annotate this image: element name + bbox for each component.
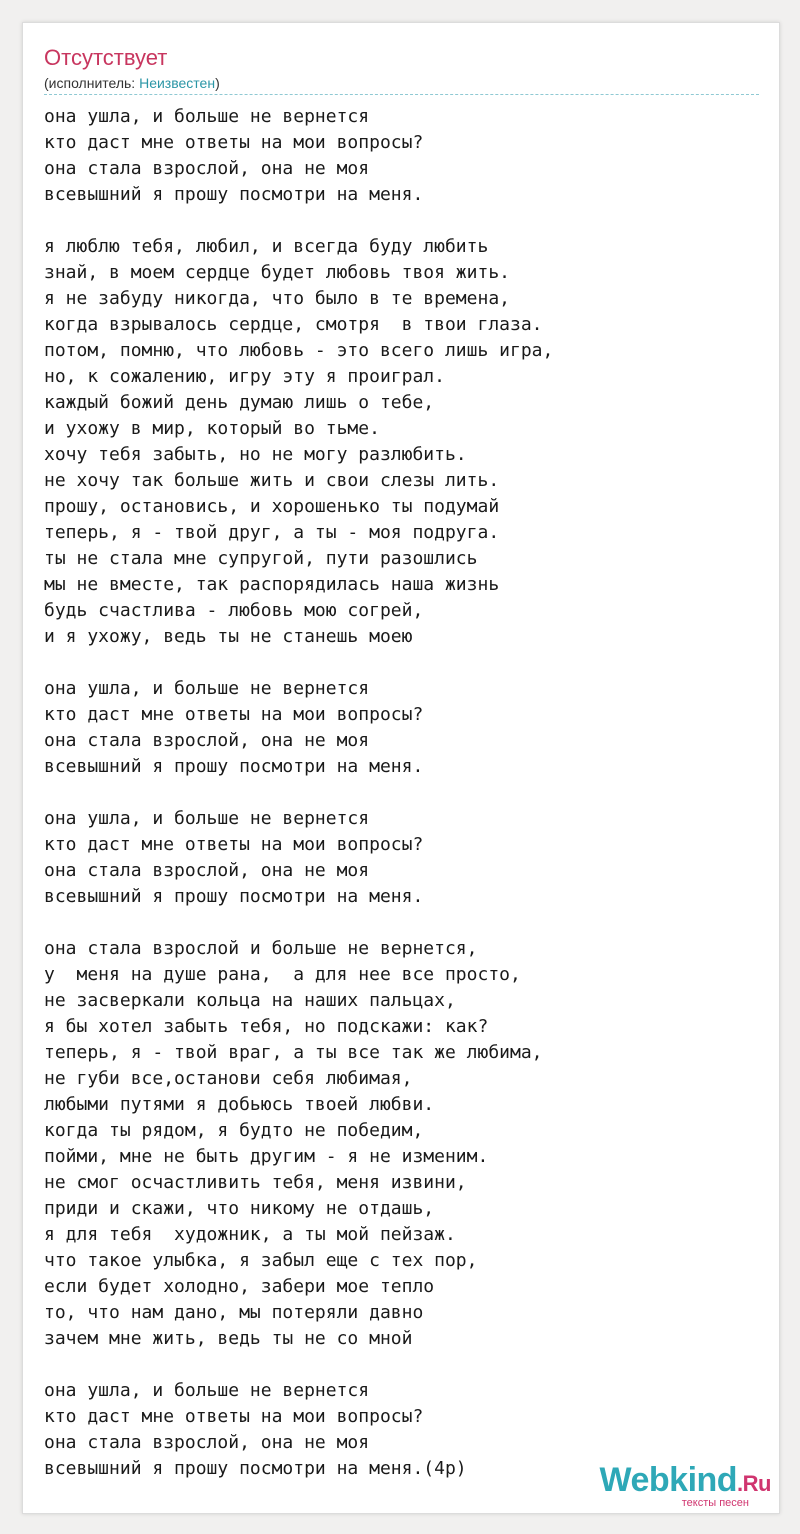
logo-brand: Webkind <box>599 1461 738 1499</box>
title-divider <box>44 94 759 95</box>
lyrics-text: она ушла, и больше не вернется кто даст мне ответы на мои вопросы? она стала взрослой, она не моя всевышний я прошу посмотри на меня. я люблю тебя, любил, и всегда буду любить знай, в моем сердце будет любовь твоя жить. я не забуду никогда, что было в те времена, когда взрывалось сердце, смотря в твои глаза. потом, помню, что любовь - это всего лишь игра, но, к сожалению, игру эту я проиграл. каждый божий день думаю лишь о тебе, и ухожу в мир, который во тьме. хочу тебя забыть, но не могу разлюбить. не хочу так больше жить и свои слезы лить. прошу, остановись, и хорошенько ты подумай теперь, я - твой друг, а ты - моя подруга. ты не стала мне супругой, пути разошлись мы не вместе, так распорядилась наша жизнь будь счастлива - любовь мою согрей, и я ухожу, ведь ты не станешь моею она ушла, и больше не вернется кто даст мне ответы на мои вопросы? она стала взрослой, она не моя всевышний я прошу посмотри на меня. она ушла, и больше не вернется кто даст мне ответы на мои вопросы? она стала взрослой, она не моя всевышний я прошу посмотри на меня. она стала взрослой и больше не вернется, у меня на душе рана, а для нее все просто, не засверкали кольца на наших пальцах, я бы хотел забыть тебя, но подскажи: как? теперь, я - твой враг, а ты все так же любима, не губи все,останови себя любимая, любыми путями я добьюсь твоей любви. когда ты рядом, я будто не победим, пойми, мне не быть другим - я не изменим. не смог осчастливить тебя, меня извини, приди и скажи, что никому не отдашь, я для тебя художник, а ты мой пейзаж. что такое улыбка, я забыл еще с тех пор, если будет холодно, забери мое тепло то, что нам дано, мы потеряли давно зачем мне жить, ведь ты не со мной она ушла, и больше не вернется кто даст мне ответы на мои вопросы? она стала взрослой, она не моя всевышний я прошу посмотри на меня.(4р) <box>44 106 554 1479</box>
artist-prefix: (исполнитель: <box>44 75 140 91</box>
artist-line <box>44 74 220 92</box>
artist-link[interactable]: Неизвестен <box>139 75 216 91</box>
artist-suffix: ) <box>215 75 220 91</box>
lyrics-card <box>22 22 780 1514</box>
logo-tld: .Ru <box>737 1471 771 1496</box>
site-logo[interactable] <box>600 1462 772 1509</box>
song-title: Отсутствует <box>44 45 168 70</box>
logo-tagline: тексты песен <box>681 1497 749 1509</box>
